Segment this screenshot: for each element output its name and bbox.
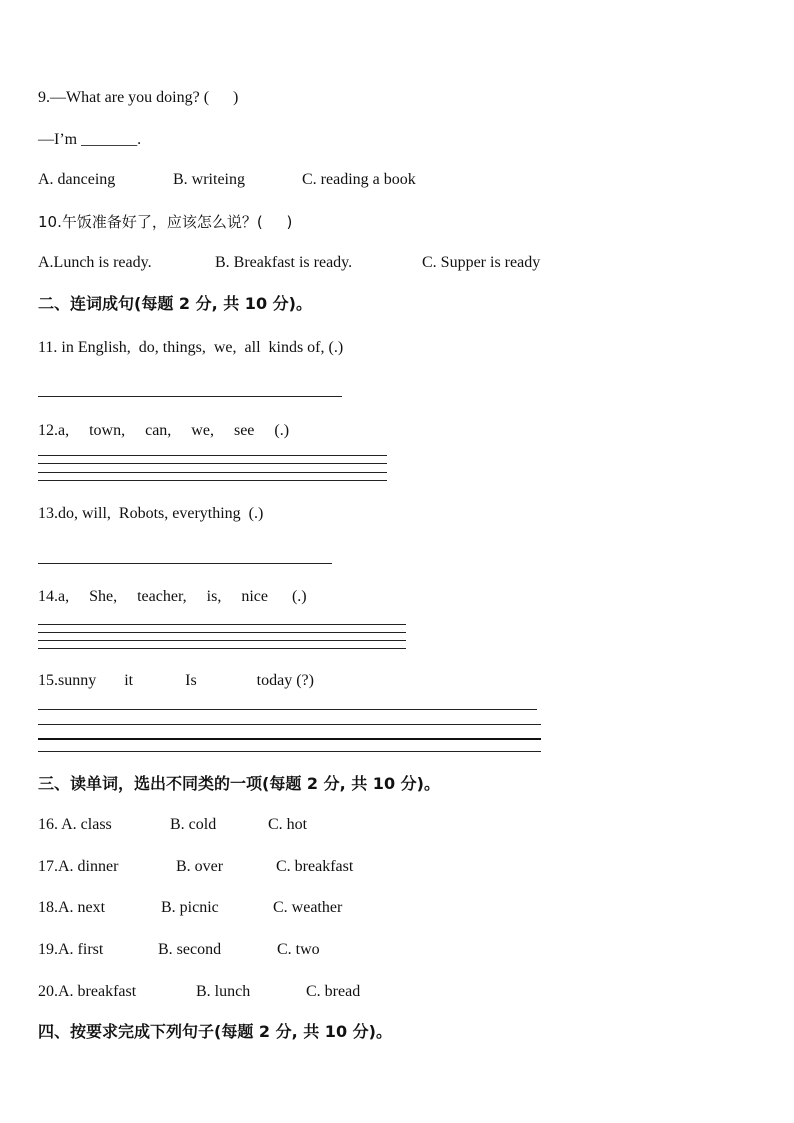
answer-line (38, 648, 406, 649)
option-a: 16. A. class (38, 816, 112, 833)
question-12: 12.a, town, can, we, see (.) (38, 422, 290, 439)
answer-line (38, 463, 387, 464)
option-c: C. bread (306, 983, 361, 1000)
option-a: 19.A. first (38, 941, 104, 958)
option-c: C. weather (273, 899, 343, 916)
answer-line (38, 480, 387, 481)
question-9: 9.—What are you doing? ( ) (38, 89, 239, 106)
section-3-heading: 三、读单词，选出不同类的一项(每题 2 分, 共 10 分)。 (38, 774, 440, 793)
answer-line (38, 396, 342, 397)
option-b: B. picnic (161, 899, 219, 916)
answer-line (38, 724, 541, 725)
option-b: B. second (158, 941, 222, 958)
option-c: C. reading a book (302, 171, 416, 188)
question-15: 15.sunny it Is today (?) (38, 672, 314, 689)
option-b: B. cold (170, 816, 217, 833)
option-b: B. over (176, 858, 224, 875)
option-a: A.Lunch is ready. (38, 254, 152, 271)
answer-line (38, 472, 387, 473)
option-c: C. hot (268, 816, 308, 833)
answer-line (38, 624, 406, 625)
option-a: A. danceing (38, 171, 116, 188)
option-b: B. lunch (196, 983, 251, 1000)
section-2-heading: 二、连词成句(每题 2 分, 共 10 分)。 (38, 294, 312, 313)
answer-line (38, 751, 541, 752)
option-c: C. Supper is ready (422, 254, 541, 271)
question-13: 13.do, will, Robots, everything (.) (38, 505, 264, 522)
answer-line (38, 563, 332, 564)
question-11: 11. in English, do, things, we, all kinds of, (.) (38, 339, 344, 356)
option-a: 20.A. breakfast (38, 983, 137, 1000)
answer-line (38, 709, 537, 710)
answer-line (38, 455, 387, 456)
option-b: B. Breakfast is ready. (215, 254, 353, 271)
option-a: 18.A. next (38, 899, 106, 916)
question-14: 14.a, She, teacher, is, nice (.) (38, 588, 307, 605)
answer-line (38, 632, 406, 633)
answer-line (38, 640, 406, 641)
option-c: C. two (277, 941, 320, 958)
question-10: 10.午饭准备好了，应该怎么说？( ) (38, 213, 293, 231)
question-9-answer-line: —I’m _______. (38, 131, 142, 148)
option-c: C. breakfast (276, 858, 354, 875)
option-a: 17.A. dinner (38, 858, 119, 875)
answer-line (38, 738, 541, 740)
section-4-heading: 四、按要求完成下列句子(每题 2 分, 共 10 分)。 (38, 1022, 392, 1041)
option-b: B. writeing (173, 171, 245, 188)
